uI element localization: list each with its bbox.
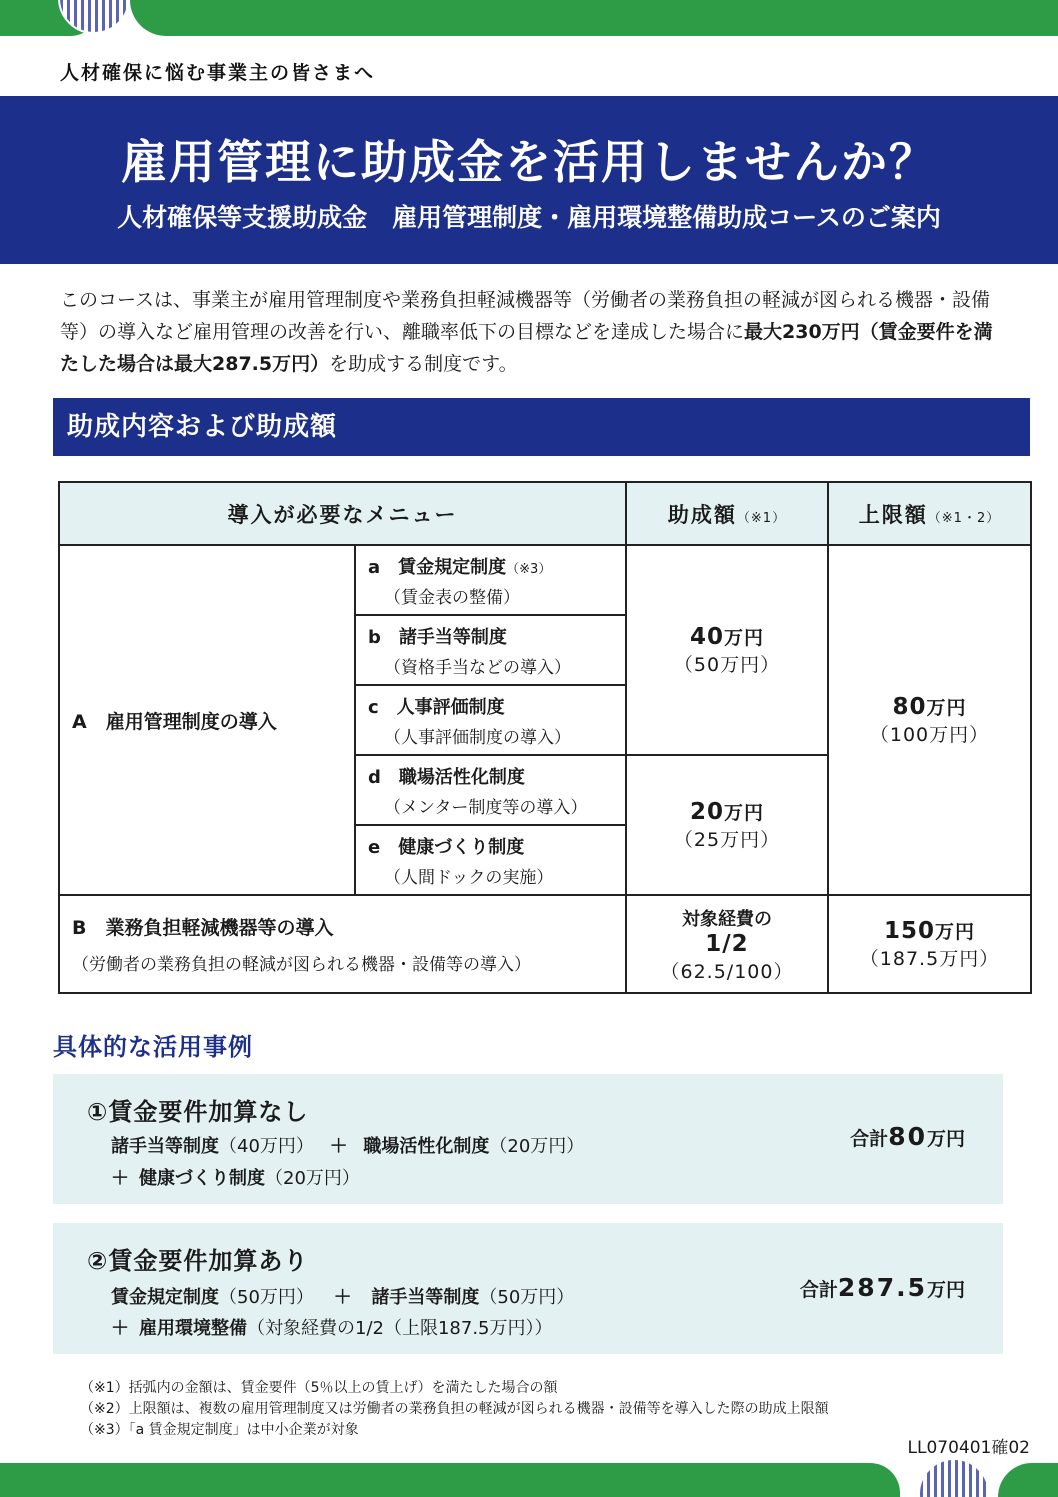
- amount-b: 対象経費の 1/2 （62.5/100）: [626, 895, 828, 993]
- menu-workplace: d 職場活性化制度 （メンター制度等の導入）: [355, 755, 626, 825]
- example-total: 合計287.5万円: [799, 1273, 965, 1302]
- intro-paragraph: このコースは、事業主が雇用管理制度や業務負担軽減機器等（労働者の業務負担の軽減が図られる機器・設備等）の導入など雇用管理の改善を行い、離職率低下の目標などを達成した場合に最大230万円（賃金要件を満たした場合は最大287.5万円）を助成する制度です。: [60, 289, 993, 375]
- striped-circle-decoration: [918, 1458, 990, 1497]
- amount-abc: 40万円 （50万円）: [626, 545, 828, 755]
- example-box-1: ①賃金要件加算なし 諸手当等制度（40万円） ＋ 職場活性化制度（20万円） ＋ 健康づくり制度（20万円） 合計80万円: [53, 1074, 1003, 1204]
- menu-health: e 健康づくり制度 （人間ドックの実施）: [355, 825, 626, 895]
- section-title: 助成内容および助成額: [53, 398, 1030, 456]
- footnotes: [80, 1378, 829, 1441]
- footnote: （※2）上限額は、複数の雇用管理制度又は労働者の業務負担の軽減が図られる機器・設備等を導入した際の助成上限額: [80, 1401, 829, 1417]
- page-subtitle: 人材確保等支援助成金 雇用管理制度・雇用環境整備助成コースのご案内: [117, 203, 941, 232]
- category-b: B 業務負担軽減機器等の導入 （労働者の業務負担の軽減が図られる機器・設備等の導入）: [59, 895, 626, 993]
- amount-de: 20万円 （25万円）: [626, 755, 828, 895]
- top-decor-bar-right: [130, 0, 1058, 36]
- menu-evaluation: c 人事評価制度 （人事評価制度の導入）: [355, 685, 626, 755]
- grant-table: [58, 481, 1032, 994]
- header-amount: 助成額（※1）: [626, 482, 828, 545]
- table-row: [59, 545, 1031, 615]
- example-total: 合計80万円: [850, 1122, 965, 1151]
- limit-a: 80万円 （100万円）: [828, 545, 1031, 895]
- document-code: LL070401確02: [907, 1438, 1030, 1458]
- limit-b: 150万円 （187.5万円）: [828, 895, 1031, 993]
- footnote: （※3）「a 賃金規定制度」は中小企業が対象: [80, 1422, 359, 1438]
- header-limit: 上限額（※1・2）: [828, 482, 1031, 545]
- hero-banner: [0, 96, 1058, 264]
- page-title: 雇用管理に助成金を活用しませんか？: [121, 135, 937, 189]
- target-audience: 人材確保に悩む事業主の皆さまへ: [60, 62, 376, 84]
- category-a: A 雇用管理制度の導入: [59, 545, 355, 895]
- example-box-2: ②賃金要件加算あり 賃金規定制度（50万円） ＋ 諸手当等制度（50万円） ＋ 雇用環境整備（対象経費の1/2（上限187.5万円）） 合計287.5万円: [53, 1223, 1003, 1354]
- footnote: （※1）括弧内の金額は、賃金要件（5％以上の賃上げ）を満たした場合の額: [80, 1380, 558, 1396]
- header-menu: 導入が必要なメニュー: [59, 482, 626, 545]
- table-row: [59, 895, 1031, 993]
- examples-heading: 具体的な活用事例: [53, 1033, 253, 1061]
- example-title: ①賃金要件加算なし: [87, 1098, 309, 1126]
- example-title: ②賃金要件加算あり: [87, 1247, 309, 1275]
- bottom-decor-bar-left: [0, 1463, 900, 1497]
- table-header-row: [59, 482, 1031, 545]
- menu-wage-rules: a 賃金規定制度（※3） （賃金表の整備）: [355, 545, 626, 615]
- menu-allowance: b 諸手当等制度 （資格手当などの導入）: [355, 615, 626, 685]
- intro-max-amount: 最大230万円（賃金要件を満たした場合は最大287.5万円）: [60, 321, 993, 375]
- bottom-decor-bar-right: [998, 1463, 1058, 1497]
